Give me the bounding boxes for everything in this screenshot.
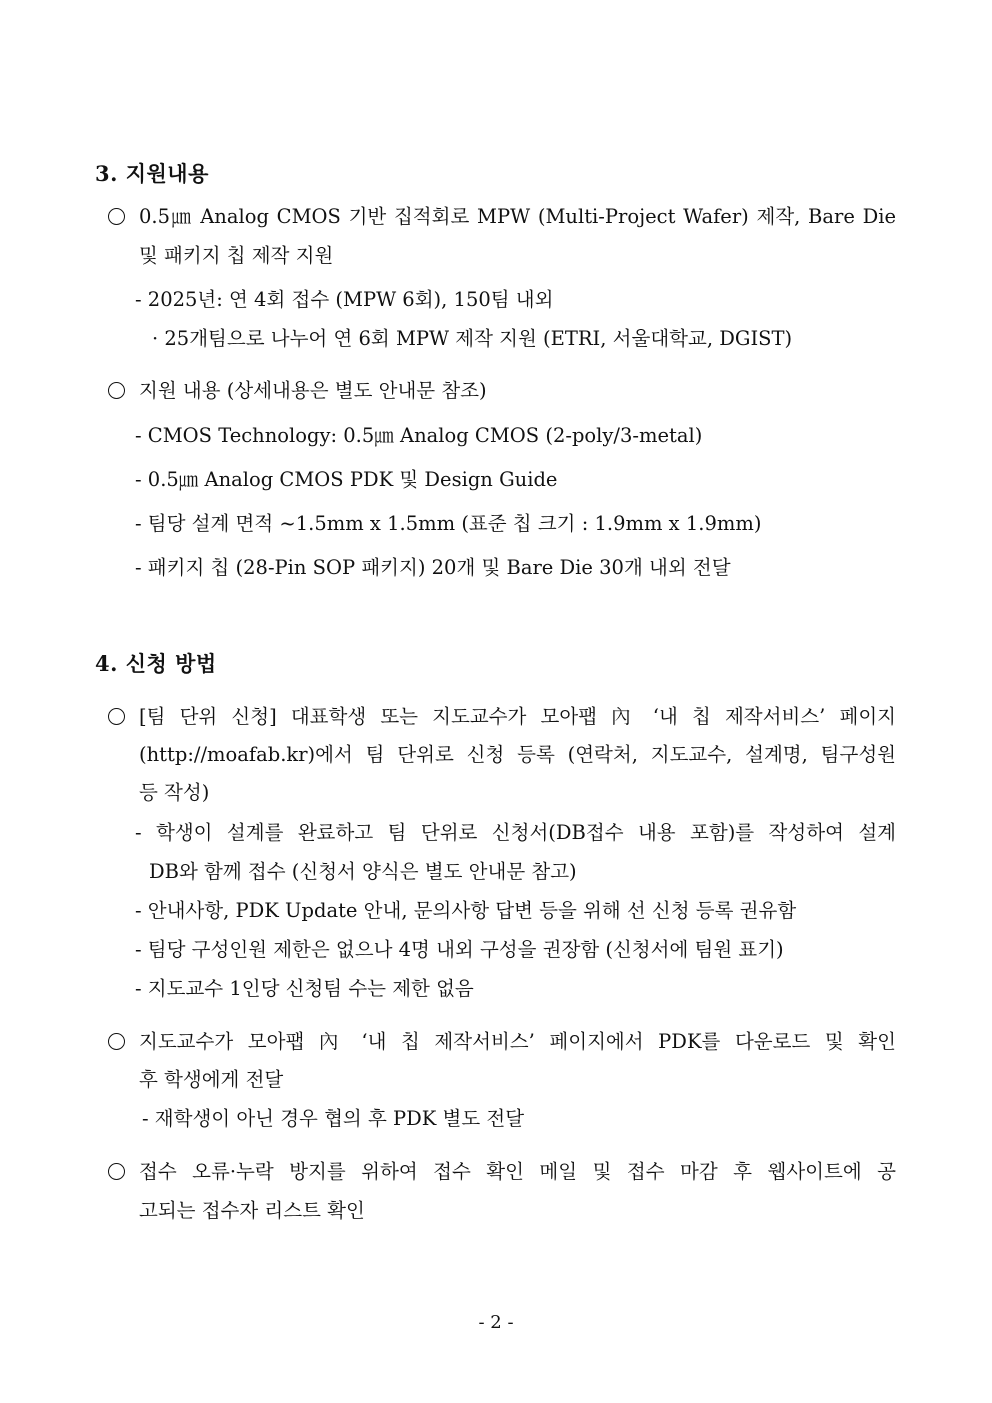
s4-item1-line1: [팀 단위 신청] 대표학생 또는 지도교수가 모아팹 內 ‘내 칩 제작서비스’ 페이지 xyxy=(139,705,896,728)
section-3-title: 3. 지원내용 xyxy=(95,161,209,186)
s3-item1-line2: 및 패키지 칩 제작 지원 xyxy=(139,244,334,267)
s4-item1-sub3: - 팀당 구성인원 제한은 없으나 4명 내외 구성을 권장함 (신청서에 팀원 표기) xyxy=(135,938,784,961)
s4-item1-sub1b: DB와 함께 접수 (신청서 양식은 별도 안내문 참고) xyxy=(149,860,577,883)
s4-item1-sub4: - 지도교수 1인당 신청팀 수는 제한 없음 xyxy=(135,977,474,1000)
page-number: - 2 - xyxy=(478,1312,514,1333)
s3-item1-sub2: · 25개팀으로 나누어 연 6회 MPW 제작 지원 (ETRI, 서울대학교, DGIST) xyxy=(152,327,793,350)
s3-item2-sub: - CMOS Technology: 0.5㎛ Analog CMOS (2-poly/3-metal) xyxy=(135,424,703,447)
circle-bullet-icon xyxy=(108,708,125,725)
s3-item2-sub: - 0.5㎛ Analog CMOS PDK 및 Design Guide xyxy=(135,468,558,491)
s4-item1-line3: 등 작성) xyxy=(139,781,210,804)
s4-item3-line2: 고되는 접수자 리스트 확인 xyxy=(139,1199,365,1222)
s4-item1-line2: (http://moafab.kr)에서 팀 단위로 신청 등록 (연락처, 지도교수, 설계명, 팀구성원 xyxy=(139,743,896,766)
s3-item2-sub: - 팀당 설계 면적 ~1.5mm x 1.5mm (표준 칩 크기 : 1.9mm x 1.9mm) xyxy=(135,512,762,535)
s3-item2-sub: - 패키지 칩 (28-Pin SOP 패키지) 20개 및 Bare Die 30개 내외 전달 xyxy=(135,556,731,579)
s4-item3-line1: 접수 오류·누락 방지를 위하여 접수 확인 메일 및 접수 마감 후 웹사이트에 공 xyxy=(139,1160,896,1183)
s4-item1-sub2: - 안내사항, PDK Update 안내, 문의사항 답변 등을 위해 선 신청 등록 권유함 xyxy=(135,899,797,922)
section-4-title: 4. 신청 방법 xyxy=(95,651,217,676)
s4-item2-sub1: - 재학생이 아닌 경우 협의 후 PDK 별도 전달 xyxy=(142,1107,525,1130)
s3-item1-line1: 0.5㎛ Analog CMOS 기반 집적회로 MPW (Multi-Project Wafer) 제작, Bare Die xyxy=(139,205,896,228)
s3-item1-sub1: - 2025년: 연 4회 접수 (MPW 6회), 150팀 내외 xyxy=(135,288,554,311)
circle-bullet-icon xyxy=(108,208,125,225)
circle-bullet-icon xyxy=(108,1163,125,1180)
s3-item2-line1: 지원 내용 (상세내용은 별도 안내문 참조) xyxy=(139,379,487,402)
s4-item1-sub1a: - 학생이 설계를 완료하고 팀 단위로 신청서(DB접수 내용 포함)를 작성하여 설계 xyxy=(135,821,896,844)
circle-bullet-icon xyxy=(108,382,125,399)
circle-bullet-icon xyxy=(108,1033,125,1050)
s4-item2-line2: 후 학생에게 전달 xyxy=(139,1068,284,1091)
s4-item2-line1: 지도교수가 모아팹 內 ‘내 칩 제작서비스’ 페이지에서 PDK를 다운로드 및 확인 xyxy=(139,1030,896,1053)
